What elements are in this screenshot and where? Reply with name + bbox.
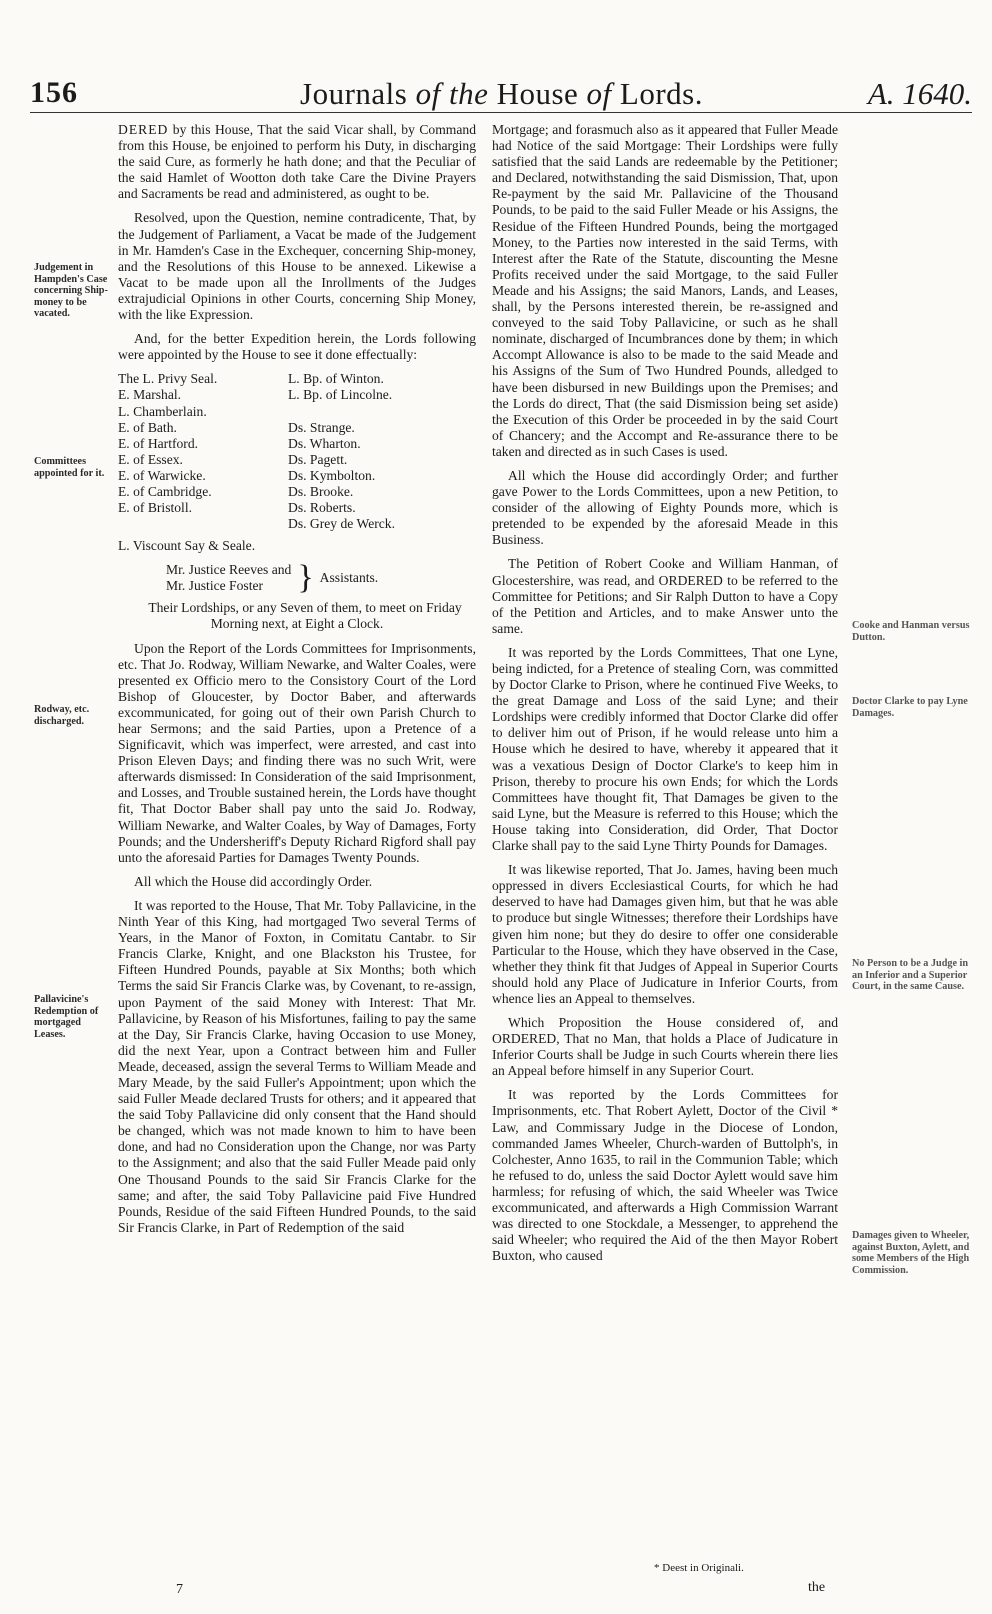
committee-member: E. of Essex. [118,451,183,467]
committee-member: Ds. Pagett. [288,451,348,467]
committee-member: E. of Bath. [118,419,177,435]
header-rule [30,112,972,113]
committee-spacer [288,404,476,420]
title-word-of: of [415,76,441,111]
left-paragraph-1-text: by this House, That the said Vicar shall, by Command from this House, be enjoined to perform his Duty, in discharging the said Cure, as formerly he hath done; and that the Peculiar of the said Hamlet of Wootton doth take Care the Divine Prayers and Sacraments be read and administered, as ought to be. [118,122,476,202]
assistant-names [166,562,291,594]
title-word-journals: Journals [300,76,408,111]
margin-note-pallavicine: Pallavicine's Redemption of mortgaged Leases. [34,994,99,1040]
margin-note-wheeler: Damages given to Wheeler, against Buxton, Aylett, and some Members of the High Commission. [852,1230,970,1276]
margin-note-clarke: Doctor Clarke to pay Lyne Damages. [852,696,968,719]
committee-member: E. Marshal. [118,387,182,403]
committee-member: E. of Warwicke. [118,467,206,483]
committee-member: E. of Bristoll. [118,500,193,516]
running-title [300,76,703,112]
left-paragraph-1-lead: DERED [118,122,169,137]
left-paragraph-2: Resolved, upon the Question, nemine contradicente, That, by the Judgement of Parliament, a Vacat be made of the Judgement in Mr. Hamden's Case in the Exchequer, concerning Ship-money, and the Resolutions of this House to be annexed. Likewise a Vacat to be made upon all the Inrollments of the Judges extrajudicial Opinions in other Courts, concerning Ship Money, with the like Expression. [118,210,476,323]
committee-member: Ds. Strange. [288,419,355,435]
right-paragraph-1: Mortgage; and forasmuch also as it appeared that Fuller Meade had Notice of the said Mortgage: Their Lordships were fully satisfied that the said Lands are redeemable by the Petitioner; and Declared, notwithstanding the said Dismission, That, upon Re-payment by the said Mr. Pallavicine of the Thousand Pounds, to be paid to the said Fuller Meade or his Assigns, the Residue of the Fifteen Hundred Pounds, being the mortgaged Money, to the Parties now interested in the said Terms, with Interest after the Rate of the Statute, discounting the Mesne Profits received under the said Mortgage, to the said Fuller Meade and his Assigns; the said Manors, Lands, and Leases, shall, by the Persons interested therein, be re-assigned and conveyed to the said Toby Pallavicine, or such as he shall nominate, discharged of Incumbrances done by them; in which Accompt Allowance is also to be made to the said Meade and his Assigns of the Sum of Two Hundred Pounds, alledged to have been disbursed in new Buildings upon the Premises; and the Lords do direct, That (the said Dismission being set aside) the Execution of this Order be proceeded in by the said Court of Chancery; and the Accompt and Re-assurance there to be taken and directed as in such Cases is used. [492,122,838,459]
committee-member: L. Bp. of Lincolne. [288,387,393,403]
committee-member: L. Chamberlain. [118,403,207,419]
left-paragraph-3: And, for the better Expedition herein, the Lords following were appointed by the House to see it done effectually: [118,331,476,363]
title-word-house: House [496,76,579,111]
right-paragraph-7: It was reported by the Lords Committees for Imprisonments, etc. That Robert Aylett, Doctor of the Civil * Law, and Commissary Judge in the Diocese of London, commanded James Wheeler, Church-warden of Buttolph's, in Colchester, Anno 1635, to rail in the Communion Table; which he refused to do, unless the said Doctor Aylett would save him harmless; for refusing of which, the said Wheeler was Twice excommunicated, and afterwards a High Commission Warrant was directed to one Stockdale, a Messenger, to apprehend the said Wheeler; who required the Aid of the then Mayor Robert Buxton, who caused [492,1087,838,1264]
right-paragraph-5: It was likewise reported, That Jo. James, having been much oppressed in divers Ecclesiastical Courts, for which he had deserved to have had Damages given him, but that he was able to produce but single Witnesses; therefore their Lordships have given him none; but they do desire to offer one considerable Particular to the House, which they have observed in the Case, whether they think fit that Judges of Appeal in Superior Courts should hold any Place of Judicature in Inferior Courts, from whence lies an Appeal to themselves. [492,862,838,1006]
committee-member: Ds. Kymbolton. [288,467,376,483]
assistants-label: Assistants. [319,570,379,586]
committee-list [118,371,476,532]
committee-member: Ds. Wharton. [288,435,361,451]
committee-member: L. Bp. of Winton. [288,371,384,387]
left-column [118,122,476,1244]
margin-note-hampden: Judgement in Hampden's Case concerning Ship-money to be vacated. [34,262,108,319]
margin-note-judicature: No Person to be a Judge in an Inferior and a Superior Court, in the same Cause. [852,958,969,992]
margin-note-cooke: Cooke and Hanman versus Dutton. [852,620,970,643]
left-paragraph-5: All which the House did accordingly Order. [134,873,373,889]
margin-note-committees: Committees appointed for it. [34,456,105,479]
committee-member: E. of Cambridge. [118,483,212,499]
meeting-note: Their Lordships, or any Seven of them, to meet on Friday Morning next, at Eight a Clock. [148,600,462,632]
assistant-name: Mr. Justice Foster [166,578,264,594]
year-heading: A. 1640. [867,76,972,111]
left-paragraph-1 [118,122,476,202]
left-paragraph-6: It was reported to the House, That Mr. Toby Pallavicine, in the Ninth Year of this King, had mortgaged Two several Terms of Years, in the Manor of Foxton, in Comitatu Cantabr. to Sir Francis Clarke, Knight, and one Blackston his Trustee, for Fifteen Hundred Pounds, payable at Six Months; both which Terms the said Sir Francis Clarke was, by Covenant, to re-assign, upon Payment of the said Money with Interest: That Mr. Pallavicine, by Reason of his Misfortunes, failing to pay the same at the Day, Sir Francis Clarke, having Occasion to use Money, did the next Year, upon a Contract between him and Fuller Meade, deceased, assign the several Terms to William Meade and Mary Meade, by the said Fuller's Appointment; upon which the said Fuller Meade declared Trusts for others; and it appeared that the said Toby Pallavicine did only consent that the Hand should be changed, which was not made known to him to have been done, and had no Consideration upon the Change, nor was Party to the Assignment; and also that the said Fuller Meade paid only One Thousand Pounds to the said Sir Francis Clarke for the same; and after, the said Toby Pallavicine paid Five Hundred Pounds, Residue of the said Fifteen Hundred Pounds, to the said Sir Francis Clarke, in Part of Redemption of the said [118,897,476,1235]
left-paragraph-4: Upon the Report of the Lords Committees for Imprisonments, etc. That Jo. Rodway, William Newarke, and Walter Coales, were presented ex Officio mero to the Consistory Court of the Lord Bishop of Gloucester, by Doctor Baber, and afterwards excommunicated, for going out of their own Parish Church to hear Sermons; and the said Parties, upon a Pretence of a Significavit, which was imperfect, were arrested, and cast into Prison Eleven Days; and finding there was no such Writ, were afterwards dismissed: In Consideration of the said Imprisonment, and Losses, and Trouble sustained herein, the Lords have thought fit, That Doctor Baber shall pay unto the said Jo. Rodway, William Newarke, and Walter Coales, by Way of Damages, Forty Pounds; and the Undersheriff's Deputy Richard Rigford shall pay unto the aforesaid Parties for Damages Twenty Pounds. [118,640,476,865]
brace-glyph: } [297,559,314,597]
title-word-lords: Lords. [619,76,703,111]
assistant-name: Mr. Justice Reeves and [166,562,292,578]
margin-note-rodway: Rodway, etc. discharged. [34,704,90,727]
viscount-line: L. Viscount Say & Seale. [118,538,256,554]
title-word-of-2: of [586,76,612,111]
committee-member: The L. Privy Seal. [118,371,218,387]
right-paragraph-6: Which Proposition the House considered of, and ORDERED, That no Man, that holds a Place of Judicature in Inferior Courts shall be Judge in such Courts wherein there lies an Appeal before himself in any Superior Court. [492,1014,838,1079]
committee-column-1 [118,371,288,532]
signature-mark: 7 [176,1582,183,1597]
footnote: * Deest in Originali. [654,1562,744,1574]
committee-member: Ds. Roberts. [288,500,356,516]
committee-member: E. of Hartford. [118,435,199,451]
page-header [30,76,972,116]
assistants-block [166,559,476,597]
committee-column-2 [288,371,476,532]
committee-member: Ds. Grey de Werck. [288,516,395,532]
right-column [492,122,838,1272]
right-paragraph-3: The Petition of Robert Cooke and William Hanman, of Glocestershire, was read, and ORDERED to be referred to the Committee for Petitions; and Sir Ralph Dutton to have a Copy of the Petition and Articles, and to make Answer unto the same. [492,556,838,636]
committee-member: Ds. Brooke. [288,483,354,499]
right-paragraph-4: It was reported by the Lords Committees, That one Lyne, being indicted, for a Pretence of stealing Corn, was committed by Doctor Clarke to Prison, where he continued Five Weeks, to the great Damage and Loss of the said Lyne; and their Lordships were credibly informed that Doctor Clarke did offer to deliver him out of Prison, if he would release unto him a House which he desired to have, whereby it appeared that it was a vexatious Design of Doctor Clarke's to keep him in Prison, thereby to procure his own Ends; for which the Lords Committees have thought fit, That Damages be given to the said Lyne, but the Measure is referred to this House; which the House taking into Consideration, did Order, That Doctor Clarke shall pay to the said Lyne Thirty Pounds for Damages. [492,644,838,854]
catchword: the [808,1580,826,1595]
title-word-the: the [448,76,489,111]
right-paragraph-2: All which the House did accordingly Order; and further gave Power to the Lords Committees, upon a new Petition, to consider of the allowing of Eighty Pounds more, which is pretended to be expended by the aforesaid Meade in this Business. [492,467,838,548]
page-number: 156 [30,76,78,109]
